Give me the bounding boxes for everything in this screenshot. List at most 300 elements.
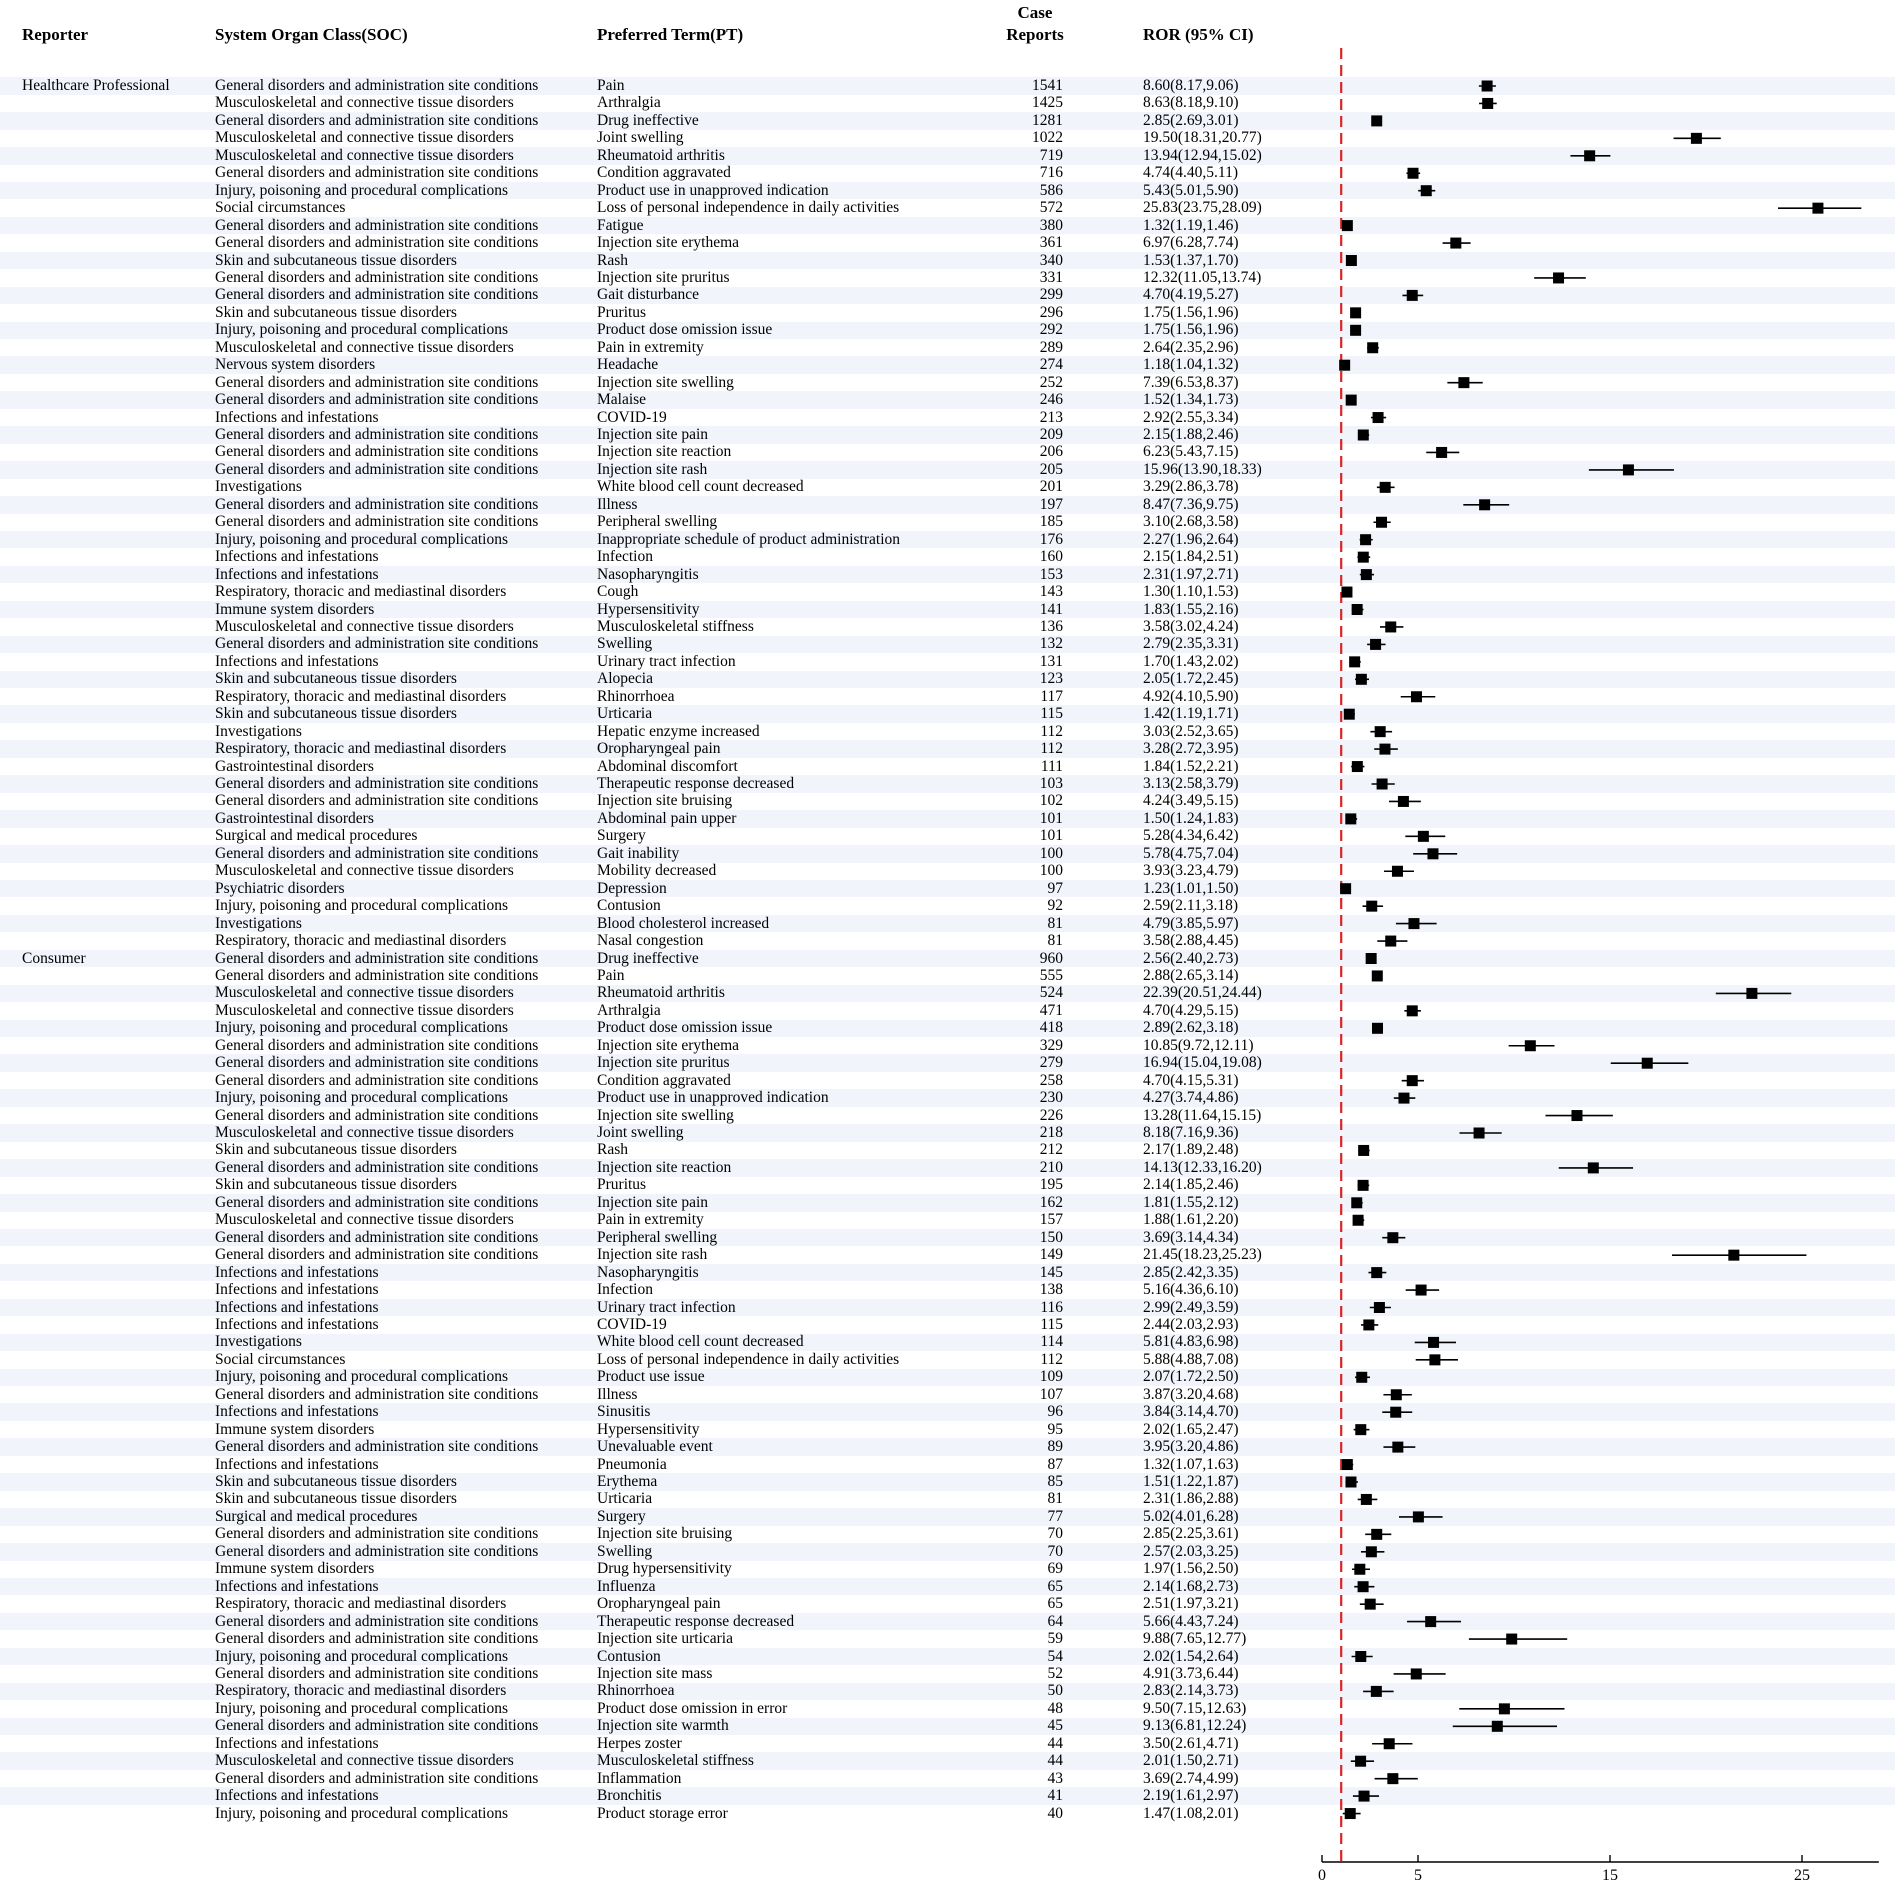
ror-cell: 3.87(3.20,4.68) — [1143, 1385, 1239, 1403]
pt-cell: Injection site bruising — [597, 792, 733, 810]
case-count-cell: 100 — [1039, 862, 1063, 880]
point-estimate — [1411, 1668, 1422, 1679]
soc-cell: Nervous system disorders — [215, 356, 376, 374]
case-count-cell: 418 — [1039, 1019, 1063, 1037]
case-count-cell: 45 — [1047, 1717, 1063, 1735]
point-estimate — [1407, 290, 1418, 301]
case-count-cell: 471 — [1039, 1001, 1063, 1019]
soc-cell: Infections and infestations — [215, 1455, 379, 1473]
pt-cell: Drug hypersensitivity — [597, 1560, 732, 1578]
point-estimate — [1450, 238, 1461, 249]
ror-cell: 8.47(7.36,9.75) — [1143, 495, 1239, 513]
pt-cell: Peripheral swelling — [597, 513, 718, 531]
soc-cell: Investigations — [215, 722, 302, 740]
pt-cell: Unevaluable event — [597, 1438, 713, 1456]
case-count-cell: 123 — [1039, 670, 1063, 688]
soc-cell: General disorders and administration site conditions — [215, 426, 539, 443]
point-estimate — [1588, 1162, 1599, 1173]
x-tick-label: 25 — [1794, 1867, 1810, 1881]
soc-cell: Musculoskeletal and connective tissue disorders — [215, 984, 514, 1002]
case-count-cell: 116 — [1040, 1298, 1063, 1316]
soc-cell: General disorders and administration site conditions — [215, 1612, 539, 1630]
ror-cell: 2.17(1.89,2.48) — [1143, 1141, 1239, 1159]
soc-cell: Injury, poisoning and procedural complications — [215, 530, 508, 548]
pt-cell: Inflammation — [597, 1769, 682, 1787]
pt-cell: Gait disturbance — [597, 286, 700, 304]
soc-cell: Gastrointestinal disorders — [215, 809, 374, 827]
soc-cell: General disorders and administration site conditions — [215, 1036, 539, 1054]
point-estimate — [1352, 761, 1363, 772]
point-estimate — [1812, 203, 1823, 214]
pt-cell: Injection site pruritus — [597, 268, 730, 286]
case-count-cell: 226 — [1039, 1106, 1063, 1124]
pt-cell: Illness — [597, 495, 638, 513]
ror-cell: 2.59(2.11,3.18) — [1143, 897, 1238, 915]
ror-cell: 2.89(2.62,3.18) — [1143, 1019, 1239, 1037]
pt-cell: Injection site swelling — [597, 1106, 734, 1124]
ror-cell: 2.92(2.55,3.34) — [1143, 408, 1239, 426]
soc-cell: General disorders and administration site conditions — [215, 1717, 539, 1735]
point-estimate — [1340, 883, 1351, 894]
pt-cell: Urinary tract infection — [597, 652, 736, 670]
point-estimate — [1375, 726, 1386, 737]
soc-cell: Surgical and medical procedures — [215, 827, 418, 845]
case-count-cell: 131 — [1039, 652, 1063, 670]
ror-cell: 6.97(6.28,7.74) — [1143, 234, 1239, 252]
point-estimate — [1407, 1075, 1418, 1086]
case-count-cell: 81 — [1047, 932, 1063, 950]
pt-cell: Injection site pain — [597, 1193, 709, 1211]
ror-cell: 4.27(3.74,4.86) — [1143, 1089, 1239, 1107]
pt-cell: Rash — [597, 1141, 628, 1159]
case-count-cell: 41 — [1047, 1787, 1063, 1805]
pt-cell: Injection site swelling — [597, 373, 734, 391]
ror-cell: 8.60(8.17,9.06) — [1143, 77, 1239, 94]
soc-cell: General disorders and administration site conditions — [215, 949, 539, 967]
soc-cell: Musculoskeletal and connective tissue disorders — [215, 338, 514, 356]
ror-cell: 1.97(1.56,2.50) — [1143, 1560, 1239, 1578]
ror-cell: 3.29(2.86,3.78) — [1143, 478, 1239, 496]
ror-cell: 2.64(2.35,2.96) — [1143, 338, 1239, 356]
soc-cell: General disorders and administration site conditions — [215, 1246, 539, 1264]
ror-cell: 1.75(1.56,1.96) — [1143, 303, 1239, 321]
soc-cell: Psychiatric disorders — [215, 879, 345, 897]
pt-cell: Infection — [597, 1281, 653, 1299]
pt-cell: Hepatic enzyme increased — [597, 722, 760, 740]
pt-cell: Injection site rash — [597, 1246, 708, 1264]
pt-cell: Product use in unapproved indication — [597, 181, 829, 199]
case-count-cell: 87 — [1047, 1455, 1063, 1473]
ror-cell: 4.79(3.85,5.97) — [1143, 914, 1239, 932]
case-count-cell: 115 — [1040, 705, 1063, 723]
point-estimate — [1392, 866, 1403, 877]
soc-cell: General disorders and administration site conditions — [215, 844, 539, 862]
ror-cell: 1.18(1.04,1.32) — [1143, 356, 1239, 374]
ror-cell: 2.85(2.42,3.35) — [1143, 1263, 1239, 1281]
pt-cell: Swelling — [597, 635, 653, 653]
pt-cell: Gait inability — [597, 844, 680, 862]
pt-cell: Malaise — [597, 391, 647, 409]
case-count-cell: 132 — [1039, 635, 1063, 653]
case-count-cell: 102 — [1039, 792, 1063, 810]
header-ror: ROR (95% CI) — [1143, 25, 1254, 44]
case-count-cell: 201 — [1039, 478, 1063, 496]
ror-cell: 1.70(1.43,2.02) — [1143, 652, 1239, 670]
pt-cell: Product storage error — [597, 1804, 728, 1822]
pt-cell: Sinusitis — [597, 1403, 651, 1421]
ror-cell: 2.31(1.86,2.88) — [1143, 1490, 1239, 1508]
case-count-cell: 340 — [1039, 251, 1063, 269]
ror-cell: 22.39(20.51,24.44) — [1143, 984, 1262, 1002]
pt-cell: Headache — [597, 356, 659, 374]
case-count-cell: 206 — [1039, 443, 1063, 461]
case-count-cell: 85 — [1047, 1473, 1063, 1490]
x-tick-label: 15 — [1602, 1867, 1618, 1881]
ror-cell: 15.96(13.90,18.33) — [1143, 460, 1262, 478]
soc-cell: Infections and infestations — [215, 1315, 379, 1333]
pt-cell: Bronchitis — [597, 1787, 662, 1805]
soc-cell: Infections and infestations — [215, 1403, 379, 1421]
point-estimate — [1408, 168, 1419, 179]
point-estimate — [1384, 1738, 1395, 1749]
point-estimate — [1370, 639, 1381, 650]
pt-cell: Musculoskeletal stiffness — [597, 617, 754, 635]
case-count-cell: 1541 — [1032, 77, 1063, 94]
ror-cell: 2.85(2.69,3.01) — [1143, 111, 1239, 129]
point-estimate — [1361, 569, 1372, 580]
ror-cell: 1.23(1.01,1.50) — [1143, 879, 1239, 897]
ror-cell: 3.69(3.14,4.34) — [1143, 1228, 1239, 1246]
point-estimate — [1371, 1267, 1382, 1278]
soc-cell: Musculoskeletal and connective tissue disorders — [215, 1752, 514, 1770]
pt-cell: Musculoskeletal stiffness — [597, 1752, 754, 1770]
ror-cell: 3.95(3.20,4.86) — [1143, 1438, 1239, 1456]
ror-cell: 2.79(2.35,3.31) — [1143, 635, 1239, 653]
pt-cell: Therapeutic response decreased — [597, 1612, 795, 1630]
ror-cell: 12.32(11.05,13.74) — [1143, 268, 1262, 286]
ror-cell: 2.07(1.72,2.50) — [1143, 1368, 1239, 1386]
point-estimate — [1339, 360, 1350, 371]
soc-cell: Musculoskeletal and connective tissue disorders — [215, 129, 514, 147]
point-estimate — [1499, 1703, 1510, 1714]
point-estimate — [1408, 918, 1419, 929]
soc-cell: Skin and subcutaneous tissue disorders — [215, 705, 457, 723]
ror-cell: 9.13(6.81,12.24) — [1143, 1717, 1247, 1735]
case-count-cell: 64 — [1047, 1612, 1063, 1630]
ror-cell: 2.31(1.97,2.71) — [1143, 565, 1239, 583]
ror-cell: 2.27(1.96,2.64) — [1143, 530, 1239, 548]
point-estimate — [1366, 1546, 1377, 1557]
soc-cell: General disorders and administration site conditions — [215, 1769, 539, 1787]
pt-cell: Injection site bruising — [597, 1525, 733, 1543]
point-estimate — [1351, 1197, 1362, 1208]
case-count-cell: 50 — [1047, 1682, 1063, 1700]
pt-cell: Product dose omission in error — [597, 1699, 788, 1717]
case-count-cell: 380 — [1039, 216, 1063, 234]
point-estimate — [1571, 1110, 1582, 1121]
soc-cell: Infections and infestations — [215, 652, 379, 670]
ror-cell: 2.15(1.88,2.46) — [1143, 426, 1239, 443]
soc-cell: Injury, poisoning and procedural complications — [215, 1089, 508, 1107]
soc-cell: General disorders and administration site conditions — [215, 495, 539, 513]
case-count-cell: 111 — [1040, 757, 1063, 775]
ror-cell: 1.81(1.55,2.12) — [1143, 1193, 1239, 1211]
pt-cell: Condition aggravated — [597, 164, 731, 182]
pt-cell: Injection site mass — [597, 1664, 713, 1682]
case-count-cell: 141 — [1039, 600, 1063, 618]
case-count-cell: 209 — [1039, 426, 1063, 443]
case-count-cell: 205 — [1039, 460, 1063, 478]
soc-cell: Skin and subcutaneous tissue disorders — [215, 1473, 457, 1490]
point-estimate — [1367, 342, 1378, 353]
ror-cell: 7.39(6.53,8.37) — [1143, 373, 1239, 391]
soc-cell: Skin and subcutaneous tissue disorders — [215, 670, 457, 688]
soc-cell: Infections and infestations — [215, 1263, 379, 1281]
case-count-cell: 100 — [1039, 844, 1063, 862]
point-estimate — [1358, 1581, 1369, 1592]
case-count-cell: 185 — [1039, 513, 1063, 531]
ror-cell: 21.45(18.23,25.23) — [1143, 1246, 1262, 1264]
ror-cell: 13.94(12.94,15.02) — [1143, 146, 1262, 164]
pt-cell: Arthralgia — [597, 1001, 661, 1019]
soc-cell: Immune system disorders — [215, 600, 375, 618]
soc-cell: General disorders and administration site conditions — [215, 1228, 539, 1246]
case-count-cell: 149 — [1039, 1246, 1063, 1264]
pt-cell: Herpes zoster — [597, 1734, 682, 1752]
ror-cell: 3.13(2.58,3.79) — [1143, 775, 1239, 792]
point-estimate — [1372, 970, 1383, 981]
pt-cell: Pain in extremity — [597, 338, 704, 356]
case-count-cell: 59 — [1047, 1630, 1063, 1648]
soc-cell: General disorders and administration site conditions — [215, 1525, 539, 1543]
pt-cell: Pruritus — [597, 303, 647, 321]
soc-cell: Musculoskeletal and connective tissue disorders — [215, 1124, 514, 1141]
point-estimate — [1373, 412, 1384, 423]
case-count-cell: 89 — [1047, 1438, 1063, 1456]
point-estimate — [1427, 848, 1438, 859]
point-estimate — [1363, 1319, 1374, 1330]
soc-cell: Immune system disorders — [215, 1560, 375, 1578]
pt-cell: Pruritus — [597, 1176, 647, 1194]
pt-cell: Surgery — [597, 827, 646, 845]
ror-cell: 5.81(4.83,6.98) — [1143, 1333, 1239, 1351]
case-count-cell: 65 — [1047, 1595, 1063, 1613]
soc-cell: Respiratory, thoracic and mediastinal disorders — [215, 740, 507, 758]
ror-cell: 1.51(1.22,1.87) — [1143, 1473, 1239, 1490]
soc-cell: Immune system disorders — [215, 1420, 375, 1438]
ror-cell: 5.88(4.88,7.08) — [1143, 1350, 1239, 1368]
point-estimate — [1429, 1354, 1440, 1365]
case-count-cell: 117 — [1040, 687, 1063, 705]
point-estimate — [1474, 1128, 1485, 1139]
soc-cell: General disorders and administration site conditions — [215, 1385, 539, 1403]
case-count-cell: 81 — [1047, 1490, 1063, 1508]
point-estimate — [1418, 831, 1429, 842]
point-estimate — [1425, 1616, 1436, 1627]
pt-cell: Swelling — [597, 1542, 653, 1560]
pt-cell: Nasal congestion — [597, 932, 704, 950]
pt-cell: Contusion — [597, 897, 661, 915]
case-count-cell: 157 — [1039, 1211, 1063, 1229]
point-estimate — [1350, 325, 1361, 336]
ror-cell: 2.99(2.49,3.59) — [1143, 1298, 1239, 1316]
soc-cell: General disorders and administration site conditions — [215, 635, 539, 653]
pt-cell: COVID-19 — [597, 1315, 667, 1333]
case-count-cell: 69 — [1047, 1560, 1063, 1578]
point-estimate — [1421, 185, 1432, 196]
case-count-cell: 719 — [1039, 146, 1063, 164]
ror-cell: 3.10(2.68,3.58) — [1143, 513, 1239, 531]
ror-cell: 2.14(1.68,2.73) — [1143, 1577, 1239, 1595]
point-estimate — [1623, 464, 1634, 475]
ror-cell: 13.28(11.64,15.15) — [1143, 1106, 1262, 1124]
point-estimate — [1352, 604, 1363, 615]
pt-cell: Erythema — [597, 1473, 658, 1490]
pt-cell: Loss of personal independence in daily activities — [597, 199, 900, 217]
ror-cell: 5.28(4.34,6.42) — [1143, 827, 1239, 845]
case-count-cell: 1022 — [1032, 129, 1063, 147]
case-count-cell: 40 — [1047, 1804, 1063, 1822]
point-estimate — [1365, 1599, 1376, 1610]
ror-cell: 9.88(7.65,12.77) — [1143, 1630, 1247, 1648]
ror-cell: 2.57(2.03,3.25) — [1143, 1542, 1239, 1560]
point-estimate — [1390, 1407, 1401, 1418]
ror-cell: 1.53(1.37,1.70) — [1143, 251, 1239, 269]
ror-cell: 3.69(2.74,4.99) — [1143, 1769, 1239, 1787]
point-estimate — [1350, 307, 1361, 318]
ror-cell: 4.70(4.29,5.15) — [1143, 1001, 1239, 1019]
soc-cell: General disorders and administration site conditions — [215, 391, 539, 409]
case-count-cell: 107 — [1039, 1385, 1063, 1403]
pt-cell: Loss of personal independence in daily activities — [597, 1350, 900, 1368]
pt-cell: Alopecia — [597, 670, 653, 688]
point-estimate — [1436, 447, 1447, 458]
pt-cell: Fatigue — [597, 216, 644, 234]
point-estimate — [1416, 1285, 1427, 1296]
point-estimate — [1642, 1058, 1653, 1069]
ror-cell: 1.32(1.07,1.63) — [1143, 1455, 1239, 1473]
soc-cell: Infections and infestations — [215, 548, 379, 566]
case-count-cell: 246 — [1039, 391, 1063, 409]
soc-cell: Injury, poisoning and procedural complications — [215, 321, 508, 339]
case-count-cell: 176 — [1039, 530, 1063, 548]
soc-cell: Injury, poisoning and procedural complications — [215, 1019, 508, 1037]
point-estimate — [1359, 1791, 1370, 1802]
ror-cell: 2.14(1.85,2.46) — [1143, 1176, 1239, 1194]
ror-cell: 3.58(2.88,4.45) — [1143, 932, 1239, 950]
case-count-cell: 81 — [1047, 914, 1063, 932]
pt-cell: Contusion — [597, 1647, 661, 1665]
pt-cell: Arthralgia — [597, 94, 661, 112]
soc-cell: Injury, poisoning and procedural complications — [215, 1699, 508, 1717]
ror-cell: 4.70(4.15,5.31) — [1143, 1071, 1239, 1089]
soc-cell: Injury, poisoning and procedural complications — [215, 181, 508, 199]
soc-cell: Infections and infestations — [215, 1298, 379, 1316]
soc-cell: Musculoskeletal and connective tissue disorders — [215, 862, 514, 880]
point-estimate — [1371, 115, 1382, 126]
ror-cell: 2.83(2.14,3.73) — [1143, 1682, 1239, 1700]
pt-cell: Depression — [597, 879, 667, 897]
point-estimate — [1358, 430, 1369, 441]
pt-cell: Cough — [597, 583, 639, 601]
soc-cell: Musculoskeletal and connective tissue disorders — [215, 1001, 514, 1019]
pt-cell: Surgery — [597, 1507, 646, 1525]
soc-cell: Gastrointestinal disorders — [215, 757, 374, 775]
point-estimate — [1355, 1424, 1366, 1435]
point-estimate — [1377, 779, 1388, 790]
case-count-cell: 230 — [1039, 1089, 1063, 1107]
pt-cell: Injection site rash — [597, 460, 708, 478]
case-count-cell: 112 — [1040, 1350, 1063, 1368]
pt-cell: Joint swelling — [597, 129, 684, 147]
point-estimate — [1413, 1511, 1424, 1522]
ror-cell: 2.02(1.54,2.64) — [1143, 1647, 1239, 1665]
case-count-cell: 331 — [1039, 268, 1063, 286]
pt-cell: Drug ineffective — [597, 111, 699, 129]
ror-cell: 14.13(12.33,16.20) — [1143, 1158, 1262, 1176]
point-estimate — [1346, 255, 1357, 266]
reporter-label: Consumer — [22, 949, 86, 967]
ror-cell: 1.88(1.61,2.20) — [1143, 1211, 1239, 1229]
pt-cell: Rhinorrhoea — [597, 1682, 675, 1700]
ror-cell: 2.05(1.72,2.45) — [1143, 670, 1239, 688]
point-estimate — [1482, 98, 1493, 109]
case-count-cell: 210 — [1039, 1158, 1063, 1176]
case-count-cell: 145 — [1039, 1263, 1063, 1281]
point-estimate — [1371, 1529, 1382, 1540]
case-count-cell: 289 — [1039, 338, 1063, 356]
pt-cell: Pain — [597, 77, 625, 94]
point-estimate — [1506, 1634, 1517, 1645]
pt-cell: Blood cholesterol increased — [597, 914, 770, 932]
ror-cell: 3.50(2.61,4.71) — [1143, 1734, 1239, 1752]
point-estimate — [1411, 691, 1422, 702]
soc-cell: General disorders and administration site conditions — [215, 234, 539, 252]
case-count-cell: 97 — [1047, 879, 1063, 897]
soc-cell: General disorders and administration site conditions — [215, 1630, 539, 1648]
soc-cell: Skin and subcutaneous tissue disorders — [215, 1141, 457, 1159]
soc-cell: Social circumstances — [215, 199, 346, 217]
soc-cell: General disorders and administration site conditions — [215, 1106, 539, 1124]
pt-cell: Illness — [597, 1385, 638, 1403]
soc-cell: Skin and subcutaneous tissue disorders — [215, 1176, 457, 1194]
ror-cell: 3.84(3.14,4.70) — [1143, 1403, 1239, 1421]
pt-cell: Joint swelling — [597, 1124, 684, 1141]
ror-cell: 6.23(5.43,7.15) — [1143, 443, 1239, 461]
ror-cell: 3.93(3.23,4.79) — [1143, 862, 1239, 880]
case-count-cell: 115 — [1040, 1315, 1063, 1333]
pt-cell: White blood cell count decreased — [597, 478, 804, 496]
pt-cell: Product dose omission issue — [597, 1019, 773, 1037]
point-estimate — [1746, 988, 1757, 999]
header-pt: Preferred Term(PT) — [597, 25, 744, 44]
pt-cell: Injection site reaction — [597, 1158, 732, 1176]
ror-cell: 1.42(1.19,1.71) — [1143, 705, 1239, 723]
ror-cell: 1.32(1.19,1.46) — [1143, 216, 1239, 234]
pt-cell: Hypersensitivity — [597, 600, 700, 618]
point-estimate — [1482, 81, 1493, 92]
soc-cell: Respiratory, thoracic and mediastinal disorders — [215, 1595, 507, 1613]
soc-cell: General disorders and administration site conditions — [215, 792, 539, 810]
case-count-cell: 54 — [1047, 1647, 1063, 1665]
soc-cell: General disorders and administration site conditions — [215, 111, 539, 129]
point-estimate — [1407, 1005, 1418, 1016]
point-estimate — [1458, 377, 1469, 388]
case-count-cell: 299 — [1039, 286, 1063, 304]
ror-cell: 5.43(5.01,5.90) — [1143, 181, 1239, 199]
ror-cell: 5.66(4.43,7.24) — [1143, 1612, 1239, 1630]
soc-cell: Infections and infestations — [215, 1281, 379, 1299]
